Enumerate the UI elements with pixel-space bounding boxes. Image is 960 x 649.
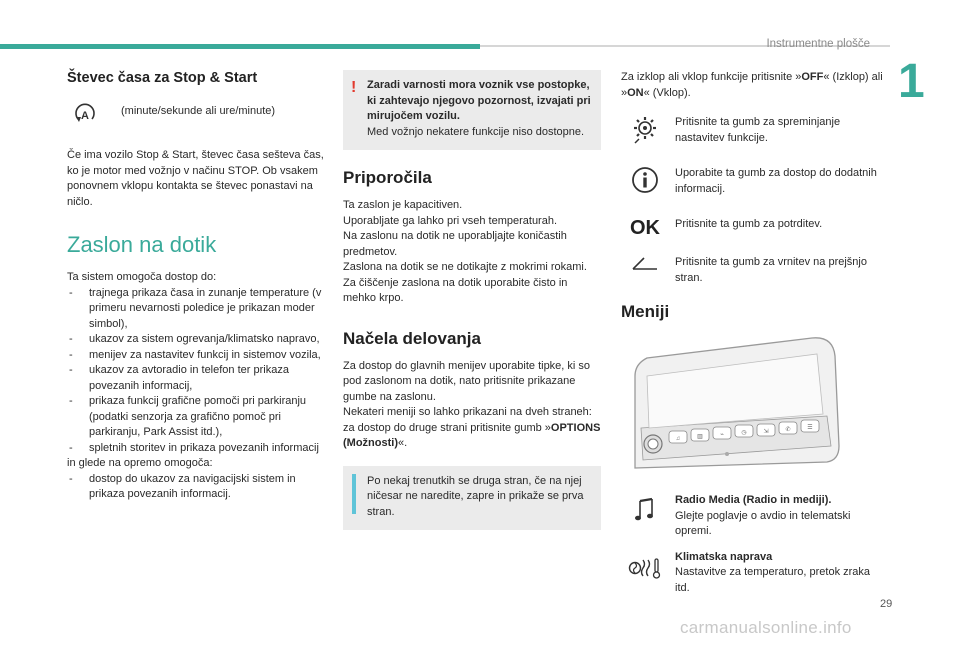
advice-body (343, 198, 601, 307)
menu-item-radio-title: Radio Media (Radio in mediji). (675, 494, 832, 506)
info-text-row: Uporabite ta gumb za dostop do dodatnih informacij. (675, 167, 877, 195)
svg-text:A: A (81, 110, 89, 122)
off-label: OFF (801, 71, 824, 83)
climate-icon (621, 550, 669, 580)
stop-start-icon (67, 102, 103, 128)
chapter-number: 1 (898, 55, 925, 108)
list-item: - dostop do ukazov za navigacijski sistem in prikaza povezanih informacij. (67, 472, 325, 503)
advice-line: Ta zaslon je kapacitiven. (343, 199, 463, 211)
music-note-icon (621, 493, 669, 523)
settings-icon (621, 115, 669, 145)
touch-list (67, 286, 325, 457)
svg-text:⌁: ⌁ (720, 432, 724, 438)
principles-body-1: Za dostop do glavnih menijev uporabite tipke, ki so pod zaslonom na dotik, nato pritisnite prikazane gumbe na zaslonu. (343, 359, 591, 403)
header-title: Instrumentne plošče (766, 38, 870, 50)
svg-text:▥: ▥ (697, 434, 703, 440)
info-icon (621, 166, 669, 194)
principles-title: Načela delovanja (343, 328, 481, 348)
touchscreen-device-image (627, 336, 847, 478)
list-item: - ukazov za avtoradio in telefon ter prikaza povezanih informacij, (67, 363, 325, 394)
svg-text:⇲: ⇲ (763, 429, 769, 435)
warning-box (343, 70, 601, 150)
svg-text:♫: ♫ (675, 436, 681, 442)
info-box (343, 466, 601, 531)
info-bar-icon (352, 474, 356, 514)
column-3 (621, 70, 883, 596)
settings-row (621, 115, 883, 146)
ok-row (621, 217, 883, 239)
menu-item-climate-text (669, 550, 883, 597)
stop-start-body: Če ima vozilo Stop & Start, števec časa sešteva čas, ko je motor med vožnjo v načinu STOP. Ob vsakem ponovnem vklopu kontakta se števec ponastavi na ničlo. (67, 149, 324, 208)
list-item: - spletnih storitev in prikaza povezanih informacij (67, 441, 325, 457)
info-row (621, 166, 883, 197)
touch-list-2 (67, 472, 325, 503)
back-text: Pritisnite ta gumb za vrnitev na prejšnjo stran. (675, 256, 867, 284)
advice-line: Na zaslonu na dotik ne uporabljajte koničastih predmetov. (343, 230, 567, 258)
warning-icon: ! (351, 79, 357, 96)
menus-title: Meniji (621, 302, 670, 321)
svg-text:◷: ◷ (741, 430, 747, 436)
principles-body-2 (343, 405, 601, 452)
list-item: - ukazov za sistem ogrevanja/klimatsko napravo, (67, 332, 325, 348)
stop-start-title: Števec časa za Stop & Start (67, 70, 258, 86)
ok-icon: OK (630, 217, 660, 239)
svg-text:✆: ✆ (785, 427, 791, 433)
svg-text:☰: ☰ (807, 425, 813, 431)
on-label: ON (627, 86, 644, 99)
menu-item-radio-desc: Glejte poglavje o avdio in telematski opremi. (675, 509, 851, 537)
principles-body-2-end: «. (397, 437, 408, 449)
settings-text: Pritisnite ta gumb za spreminjanje nastavitev funkcije. (675, 116, 841, 144)
menu-item-climate-desc: Nastavitve za temperaturo, pretok zraka itd. (675, 566, 871, 594)
touch-outro: in glede na opremo omogoča: (67, 457, 213, 469)
options-label: OPTIONS (Možnosti) (343, 421, 601, 449)
menu-item-radio (621, 493, 883, 540)
advice-line: Zaslona na dotik se ne dotikajte z mokrimi rokami. (343, 261, 587, 273)
info-text: Po nekaj trenutkih se druga stran, če na njej ničesar ne naredite, zapre in prikaže se prva stran. (367, 474, 584, 518)
principles-body-2-text: Nekateri meniji so lahko prikazani na dveh straneh: za dostop do druge strani pritisnite gumb » (343, 406, 592, 434)
column-1 (67, 70, 325, 503)
menu-item-climate-title: Klimatska naprava (675, 550, 773, 563)
warning-bold-text: Zaradi varnosti mora voznik vse postopke, ki zahtevajo njegovo pozornost, izvajati pri mirujočem vozilu. (367, 79, 591, 122)
stop-start-unit-row (67, 102, 325, 128)
list-item: - prikaza funkcij grafične pomoči pri parkiranju (podatki senzorja za grafično pomoč pri parkiranju, Park Assist itd.), (67, 394, 325, 441)
advice-line: Uporabljate ga lahko pri vseh temperaturah. (343, 214, 558, 227)
onoff-intro (621, 70, 883, 101)
page-number: 29 (880, 598, 893, 610)
touchscreen-illustration (621, 336, 883, 483)
header-accent-bar (0, 44, 480, 49)
touch-intro: Ta sistem omogoča dostop do: (67, 271, 217, 283)
list-item: - trajnega prikaza časa in zunanje temperature (v primeru nevarnosti poledice je prikazan moder simbol), (67, 286, 325, 333)
back-row (621, 255, 883, 286)
column-2 (343, 70, 601, 530)
advice-title: Priporočila (343, 168, 432, 187)
onoff-intro-b: « (Izklop) ali » (621, 71, 883, 99)
back-arrow-icon (621, 255, 669, 283)
onoff-intro-a: Za izklop ali vklop funkcije pritisnite » (621, 71, 802, 83)
advice-line: Za čiščenje zaslona na dotik uporabite čisto in mehko krpo. (343, 276, 568, 304)
warning-text: Med vožnjo nekatere funkcije niso dostopne. (367, 125, 585, 138)
menu-item-climate (621, 550, 883, 597)
stop-start-unit: (minute/sekunde ali ure/minute) (121, 105, 276, 117)
menu-item-radio-text (669, 493, 883, 540)
onoff-intro-c: « (Vklop). (643, 86, 691, 99)
list-item: - menijev za nastavitev funkcij in sistemov vozila, (67, 348, 325, 364)
watermark: carmanualsonline.info (680, 618, 852, 637)
touch-screen-title: Zaslon na dotik (67, 232, 217, 257)
ok-text: Pritisnite ta gumb za potrditev. (675, 218, 823, 230)
